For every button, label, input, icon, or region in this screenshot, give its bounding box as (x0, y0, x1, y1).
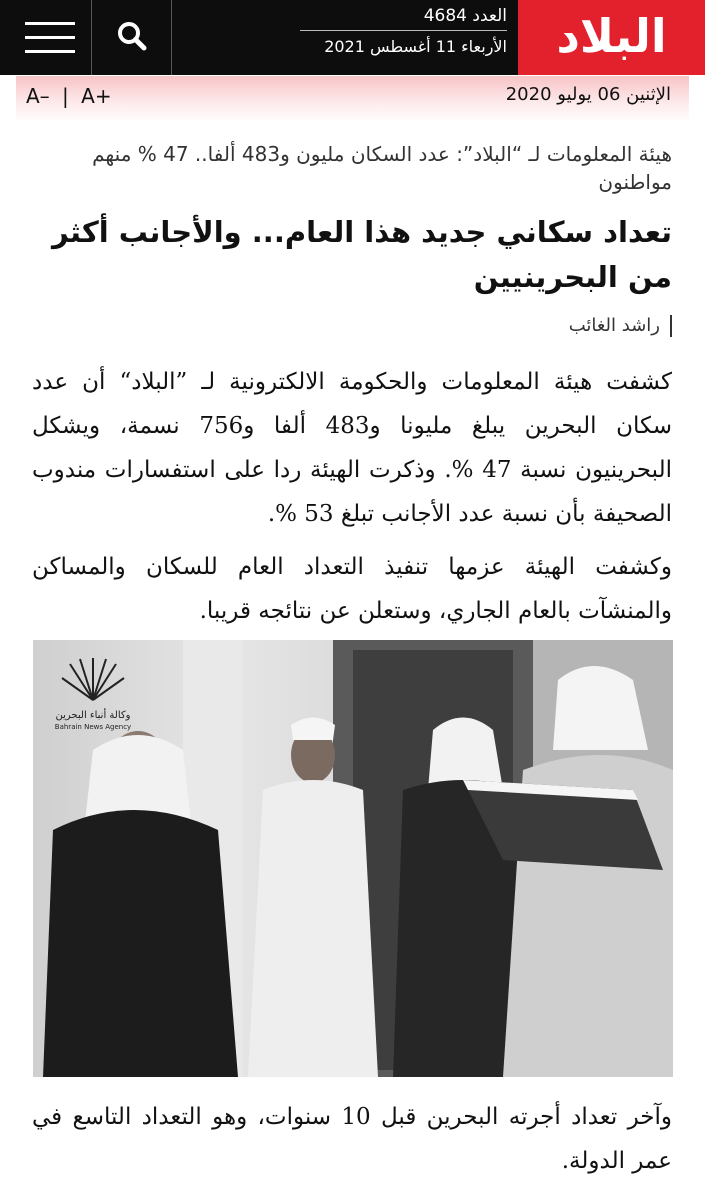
top-header-bar (0, 0, 705, 75)
menu-line (25, 22, 75, 25)
issue-number: العدد 4684 (300, 6, 507, 31)
article-paragraph: كشفت هيئة المعلومات والحكومة الالكترونية لـ ”البلاد“ أن عدد سكان البحرين يبلغ مليونا و483 ألفا و756 نسمة، ويشكل البحرينيون نسبة 47 %. وذكرت الهيئة ردا على استفسارات مندوب الصحيفة بأن نسبة عدد الأجانب تبلغ 53 %. (32, 369, 672, 527)
article-photo (33, 640, 673, 1077)
news-agency-watermark (43, 650, 143, 731)
logo-text: البلاد (556, 9, 667, 63)
agency-name-arabic: وكالة أنباء البحرين (55, 710, 131, 721)
font-decrease-button[interactable]: A– (26, 84, 50, 108)
hamburger-menu-button[interactable] (0, 0, 92, 75)
article-headline: تعداد سكاني جديد هذا العام... والأجانب أكثر من البحرينيين (51, 215, 672, 294)
agency-logo-icon (58, 650, 128, 708)
font-size-controls (26, 84, 112, 108)
article-paragraph: وكشفت الهيئة عزمها تنفيذ التعداد العام للسكان والمساكن والمنشآت بالعام الجاري، وستعلن عن نتائجه قريبا. (32, 554, 672, 624)
agency-name-english: Bahrain News Agency (54, 723, 132, 731)
menu-line (25, 36, 75, 39)
article-author[interactable]: راشد الغائب (360, 315, 672, 337)
article-kicker: هيئة المعلومات لـ “البلاد”: عدد السكان مليون و483 ألفا.. 47 % منهم مواطنون (92, 142, 672, 194)
issue-date: الأربعاء 11 أغسطس 2021 (324, 37, 507, 56)
site-logo[interactable] (518, 0, 705, 75)
article-date: الإثنين 06 يوليو 2020 (505, 84, 671, 105)
font-increase-button[interactable]: A+ (81, 84, 112, 108)
font-separator: | (62, 84, 69, 108)
search-button[interactable] (92, 0, 172, 75)
menu-line (25, 50, 75, 53)
article-paragraph: وآخر تعداد أجرته البحرين قبل 10 سنوات، وهو التعداد التاسع في عمر الدولة. (32, 1104, 672, 1174)
date-bar (16, 76, 689, 122)
issue-info (300, 6, 510, 70)
search-icon (116, 20, 148, 52)
